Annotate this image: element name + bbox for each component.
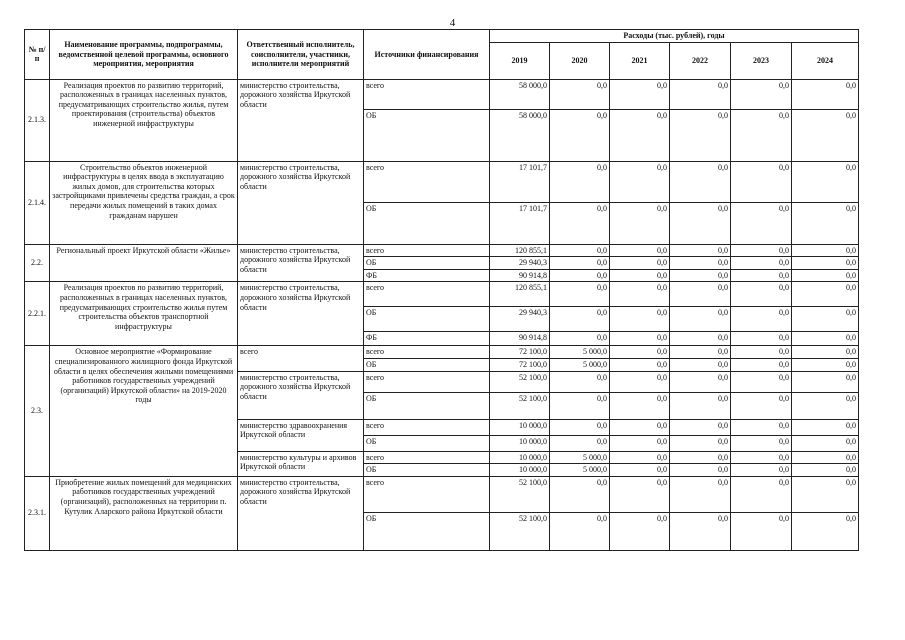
expense-value: 0,0 (550, 282, 610, 307)
expense-value: 0,0 (670, 371, 731, 392)
expense-value: 0,0 (792, 464, 859, 477)
table-body (25, 79, 859, 550)
funding-source: ОБ (364, 464, 490, 477)
header-year: 2019 (490, 42, 550, 79)
responsible-executor: министерство культуры и архивов Иркутской области (238, 451, 364, 476)
funding-source: ОБ (364, 307, 490, 332)
expense-value: 120 855,1 (490, 244, 550, 257)
row-number: 2.2.1. (25, 282, 50, 346)
expense-value: 0,0 (731, 358, 792, 371)
table-row (25, 244, 859, 257)
expense-value: 0,0 (550, 244, 610, 257)
expense-value: 0,0 (792, 435, 859, 451)
expense-value: 0,0 (792, 257, 859, 270)
table-header (25, 30, 859, 80)
expense-value: 10 000,0 (490, 464, 550, 477)
row-name: Реализация проектов по развитию территорий, расположенных в границах населенных пунктов, предусматривающих строительство жилья, путем проектирования (строительства) объектов инженерной инфраструктуры (50, 79, 238, 161)
expense-value: 0,0 (792, 282, 859, 307)
expense-value: 0,0 (792, 512, 859, 550)
header-responsible: Ответственный исполнитель, соисполнители, участники, исполнители мероприятий (238, 30, 364, 80)
expense-value: 0,0 (670, 332, 731, 346)
funding-source: ОБ (364, 392, 490, 419)
expense-value: 58 000,0 (490, 109, 550, 161)
expense-value: 0,0 (792, 451, 859, 464)
row-name: Основное мероприятие «Формирование специализированного жилищного фонда Иркутской области в целях обеспечения жилыми помещениями работников государственных учреждений (организаций) Иркутской области» на 2019-2020 годы (50, 346, 238, 476)
expense-value: 0,0 (731, 512, 792, 550)
expense-value: 0,0 (670, 307, 731, 332)
row-number: 2.3. (25, 346, 50, 476)
expense-value: 0,0 (550, 161, 610, 202)
expense-value: 0,0 (610, 269, 670, 282)
funding-source: ФБ (364, 269, 490, 282)
expense-value: 58 000,0 (490, 79, 550, 109)
header-year: 2021 (610, 42, 670, 79)
expense-value: 120 855,1 (490, 282, 550, 307)
funding-source: всего (364, 371, 490, 392)
funding-source: всего (364, 282, 490, 307)
expense-value: 10 000,0 (490, 419, 550, 435)
expense-value: 0,0 (792, 346, 859, 359)
expense-value: 0,0 (610, 392, 670, 419)
expense-value: 0,0 (792, 419, 859, 435)
responsible-executor: министерство строительства, дорожного хозяйства Иркутской области (238, 476, 364, 550)
responsible-executor: всего (238, 346, 364, 371)
expenses-table (24, 29, 859, 551)
funding-source: ОБ (364, 512, 490, 550)
expense-value: 0,0 (731, 332, 792, 346)
expense-value: 0,0 (550, 435, 610, 451)
expense-value: 0,0 (731, 282, 792, 307)
row-name: Региональный проект Иркутской области «Жилье» (50, 244, 238, 282)
expense-value: 0,0 (610, 476, 670, 512)
header-num: № п/п (25, 30, 50, 80)
expense-value: 52 100,0 (490, 512, 550, 550)
expense-value: 5 000,0 (550, 358, 610, 371)
funding-source: ОБ (364, 202, 490, 244)
expense-value: 0,0 (610, 371, 670, 392)
expense-value: 0,0 (610, 512, 670, 550)
expense-value: 0,0 (670, 161, 731, 202)
expense-value: 0,0 (792, 358, 859, 371)
expense-value: 0,0 (670, 451, 731, 464)
expense-value: 0,0 (792, 392, 859, 419)
table-row (25, 346, 859, 359)
expense-value: 0,0 (610, 358, 670, 371)
table-row (25, 282, 859, 307)
responsible-executor: министерство строительства, дорожного хозяйства Иркутской области (238, 282, 364, 346)
funding-source: ОБ (364, 109, 490, 161)
expense-value: 0,0 (670, 512, 731, 550)
expense-value: 0,0 (610, 244, 670, 257)
expense-value: 72 100,0 (490, 358, 550, 371)
expense-value: 0,0 (610, 419, 670, 435)
expense-value: 0,0 (550, 419, 610, 435)
expense-value: 0,0 (670, 282, 731, 307)
row-number: 2.3.1. (25, 476, 50, 550)
expense-value: 0,0 (550, 269, 610, 282)
row-name: Строительство объектов инженерной инфраструктуры в целях ввода в эксплуатацию жилых домов, для строительства которых застройщиками привлечены средства граждан, а срок передачи жилых помещений в таких домах гражданам нарушен (50, 161, 238, 244)
expense-value: 0,0 (792, 244, 859, 257)
expense-value: 0,0 (610, 282, 670, 307)
expense-value: 0,0 (731, 371, 792, 392)
funding-source: всего (364, 244, 490, 257)
responsible-executor: министерство строительства, дорожного хозяйства Иркутской области (238, 371, 364, 419)
expense-value: 0,0 (610, 451, 670, 464)
expense-value: 0,0 (670, 435, 731, 451)
expense-value: 0,0 (792, 307, 859, 332)
header-source: Источники финансирования (364, 30, 490, 80)
expense-value: 0,0 (610, 435, 670, 451)
expense-value: 0,0 (670, 79, 731, 109)
expense-value: 0,0 (792, 269, 859, 282)
expense-value: 0,0 (550, 257, 610, 270)
expense-value: 10 000,0 (490, 451, 550, 464)
expense-value: 0,0 (610, 161, 670, 202)
funding-source: всего (364, 451, 490, 464)
expense-value: 0,0 (550, 392, 610, 419)
expense-value: 0,0 (670, 257, 731, 270)
row-name: Реализация проектов по развитию территорий, расположенных в границах населенных пунктов, предусматривающих строительство жилья путем строительства объектов транспортной инфраструктуры (50, 282, 238, 346)
expense-value: 0,0 (731, 257, 792, 270)
expense-value: 0,0 (731, 109, 792, 161)
expense-value: 0,0 (792, 332, 859, 346)
responsible-executor: министерство строительства, дорожного хозяйства Иркутской области (238, 161, 364, 244)
expense-value: 0,0 (670, 269, 731, 282)
expense-value: 0,0 (731, 451, 792, 464)
expense-value: 0,0 (550, 371, 610, 392)
expense-value: 5 000,0 (550, 464, 610, 477)
expense-value: 0,0 (792, 79, 859, 109)
expense-value: 0,0 (610, 464, 670, 477)
expense-value: 17 101,7 (490, 161, 550, 202)
expense-value: 0,0 (792, 109, 859, 161)
funding-source: ОБ (364, 257, 490, 270)
funding-source: ФБ (364, 332, 490, 346)
expense-value: 0,0 (550, 512, 610, 550)
expense-value: 0,0 (670, 202, 731, 244)
funding-source: ОБ (364, 358, 490, 371)
funding-source: всего (364, 419, 490, 435)
expense-value: 90 914,8 (490, 332, 550, 346)
table-row (25, 161, 859, 202)
expense-value: 0,0 (670, 346, 731, 359)
expense-value: 0,0 (610, 346, 670, 359)
expense-value: 0,0 (610, 202, 670, 244)
expense-value: 0,0 (792, 371, 859, 392)
responsible-executor: министерство строительства, дорожного хозяйства Иркутской области (238, 244, 364, 282)
expense-value: 17 101,7 (490, 202, 550, 244)
expense-value: 0,0 (550, 202, 610, 244)
funding-source: всего (364, 79, 490, 109)
responsible-executor: министерство здравоохранения Иркутской области (238, 419, 364, 451)
table-row (25, 476, 859, 512)
table-row (25, 79, 859, 109)
row-number: 2.2. (25, 244, 50, 282)
expense-value: 0,0 (610, 79, 670, 109)
expense-value: 0,0 (610, 257, 670, 270)
expense-value: 0,0 (792, 161, 859, 202)
responsible-executor: министерство строительства, дорожного хозяйства Иркутской области (238, 79, 364, 161)
expense-value: 0,0 (731, 269, 792, 282)
expense-value: 0,0 (731, 79, 792, 109)
expense-value: 0,0 (731, 392, 792, 419)
expense-value: 72 100,0 (490, 346, 550, 359)
expense-value: 52 100,0 (490, 476, 550, 512)
expense-value: 0,0 (550, 109, 610, 161)
expense-value: 0,0 (670, 476, 731, 512)
expense-value: 0,0 (670, 244, 731, 257)
expense-value: 0,0 (610, 109, 670, 161)
expense-value: 0,0 (670, 464, 731, 477)
expense-value: 0,0 (731, 464, 792, 477)
expense-value: 90 914,8 (490, 269, 550, 282)
funding-source: всего (364, 161, 490, 202)
funding-source: ОБ (364, 435, 490, 451)
expense-value: 0,0 (792, 476, 859, 512)
expense-value: 10 000,0 (490, 435, 550, 451)
expense-value: 0,0 (731, 202, 792, 244)
expense-value: 29 940,3 (490, 307, 550, 332)
expense-value: 0,0 (550, 79, 610, 109)
expense-value: 0,0 (731, 435, 792, 451)
expense-value: 0,0 (550, 476, 610, 512)
expense-value: 0,0 (610, 307, 670, 332)
header-year: 2020 (550, 42, 610, 79)
expense-value: 0,0 (731, 419, 792, 435)
row-name: Приобретение жилых помещений для медицинских работников государственных учреждений (организаций), расположенных на территории п. Кутулик Аларского района Иркутской области (50, 476, 238, 550)
expense-value: 52 100,0 (490, 371, 550, 392)
page-number: 4 (449, 17, 456, 29)
expense-value: 0,0 (550, 332, 610, 346)
expense-value: 5 000,0 (550, 451, 610, 464)
header-expenses: Расходы (тыс. рублей), годы (490, 30, 859, 43)
expense-value: 29 940,3 (490, 257, 550, 270)
funding-source: всего (364, 476, 490, 512)
expense-value: 0,0 (670, 109, 731, 161)
expense-value: 0,0 (731, 476, 792, 512)
header-year: 2023 (731, 42, 792, 79)
row-number: 2.1.3. (25, 79, 50, 161)
header-name: Наименование программы, подпрограммы, ведомственной целевой программы, основного мероприятия, мероприятия (50, 30, 238, 80)
row-number: 2.1.4. (25, 161, 50, 244)
header-year: 2024 (792, 42, 859, 79)
expense-value: 5 000,0 (550, 346, 610, 359)
expense-value: 0,0 (670, 419, 731, 435)
expense-value: 0,0 (610, 332, 670, 346)
expense-value: 0,0 (731, 244, 792, 257)
expense-value: 0,0 (731, 307, 792, 332)
expense-value: 0,0 (731, 161, 792, 202)
expense-value: 0,0 (792, 202, 859, 244)
expense-value: 0,0 (731, 346, 792, 359)
expense-value: 0,0 (550, 307, 610, 332)
expense-value: 52 100,0 (490, 392, 550, 419)
header-year: 2022 (670, 42, 731, 79)
expense-value: 0,0 (670, 358, 731, 371)
funding-source: всего (364, 346, 490, 359)
expense-value: 0,0 (670, 392, 731, 419)
